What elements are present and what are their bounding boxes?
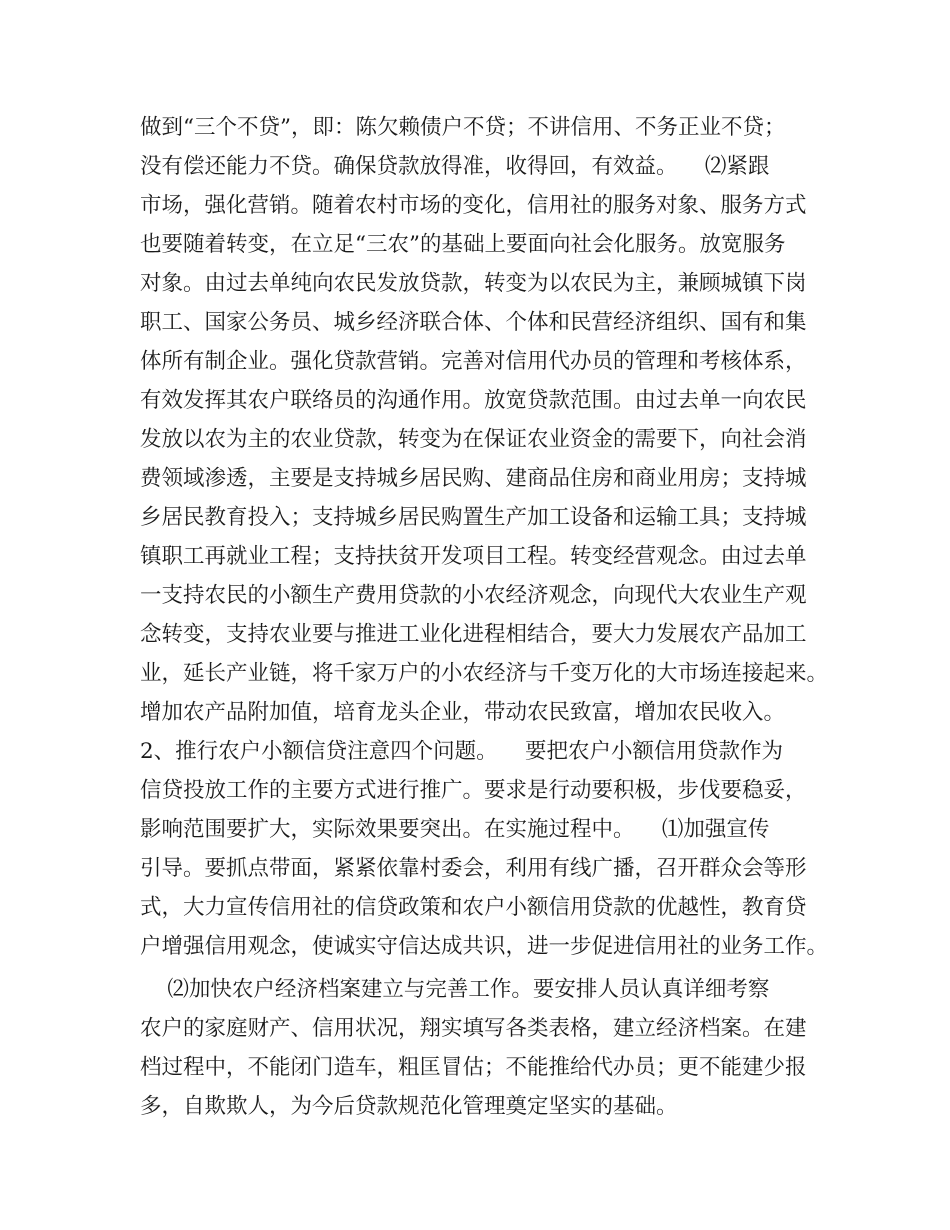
text-line: 念转变，支持农业要与推进工业化进程相结合，要大力发展农产品加工	[140, 622, 807, 647]
text-line: 户增强信用观念，使诚实守信达成共识，进一步促进信用社的业务工作。	[140, 934, 829, 959]
text-line: 费领域渗透，主要是支持城乡居民购、建商品住房和商业用房；支持城	[140, 466, 807, 491]
text-line: 农户的家庭财产、信用状况，翔实填写各类表格，建立经济档案。在建	[140, 1016, 807, 1041]
document-page	[140, 110, 829, 1119]
text-line: 乡居民教育投入；支持城乡居民购置生产加工设备和运输工具；支持城	[140, 505, 807, 530]
text-line: 多，自欺欺人，为今后贷款规范化管理奠定坚实的基础。	[140, 1094, 678, 1119]
text-line: 做到“三个不贷”，即：陈欠赖债户不贷；不讲信用、不务正业不贷；	[140, 115, 786, 140]
text-line: 增加农产品附加值，培育龙头企业，带动农民致富，增加农民收入。	[140, 700, 786, 725]
text-line: ⑵加快农户经济档案建立与完善工作。要安排人员认真详细考察	[140, 977, 770, 1002]
text-line: 也要随着转变，在立足“三农”的基础上要面向社会化服务。放宽服务	[140, 232, 786, 257]
text-line: 档过程中，不能闭门造车，粗匡冒估；不能推给代办员；更不能建少报	[140, 1055, 807, 1080]
text-line: 镇职工再就业工程；支持扶贫开发项目工程。转变经营观念。由过去单	[140, 544, 807, 569]
text-line: 发放以农为主的农业贷款，转变为在保证农业资金的需要下，向社会消	[140, 427, 807, 452]
text-line: 式，大力宣传信用社的信贷政策和农户小额信用贷款的优越性，教育贷	[140, 895, 807, 920]
text-line: 体所有制企业。强化贷款营销。完善对信用代办员的管理和考核体系，	[140, 349, 807, 374]
text-line: 职工、国家公务员、城乡经济联合体、个体和民营经济组织、国有和集	[140, 310, 807, 335]
text-line: 有效发挥其农户联络员的沟通作用。放宽贷款范围。由过去单一向农民	[140, 388, 807, 413]
text-line: 业，延长产业链，将千家万户的小农经济与千变万化的大市场连接起来。	[140, 661, 829, 686]
text-line: 2、推行农户小额信贷注意四个问题。 要把农户小额信用贷款作为	[140, 739, 784, 764]
text-line: 引导。要抓点带面，紧紧依靠村委会，利用有线广播，召开群众会等形	[140, 856, 807, 881]
text-line: 对象。由过去单纯向农民发放贷款，转变为以农民为主，兼顾城镇下岗	[140, 271, 807, 296]
text-line: 一支持农民的小额生产费用贷款的小农经济观念，向现代大农业生产观	[140, 583, 807, 608]
text-line: 市场，强化营销。随着农村市场的变化，信用社的服务对象、服务方式	[140, 193, 807, 218]
text-line: 没有偿还能力不贷。确保贷款放得准，收得回，有效益。 ⑵紧跟	[140, 154, 770, 179]
text-line: 影响范围要扩大，实际效果要突出。在实施过程中。 ⑴加强宣传	[140, 817, 770, 842]
text-line: 信贷投放工作的主要方式进行推广。要求是行动要积极，步伐要稳妥，	[140, 778, 807, 803]
